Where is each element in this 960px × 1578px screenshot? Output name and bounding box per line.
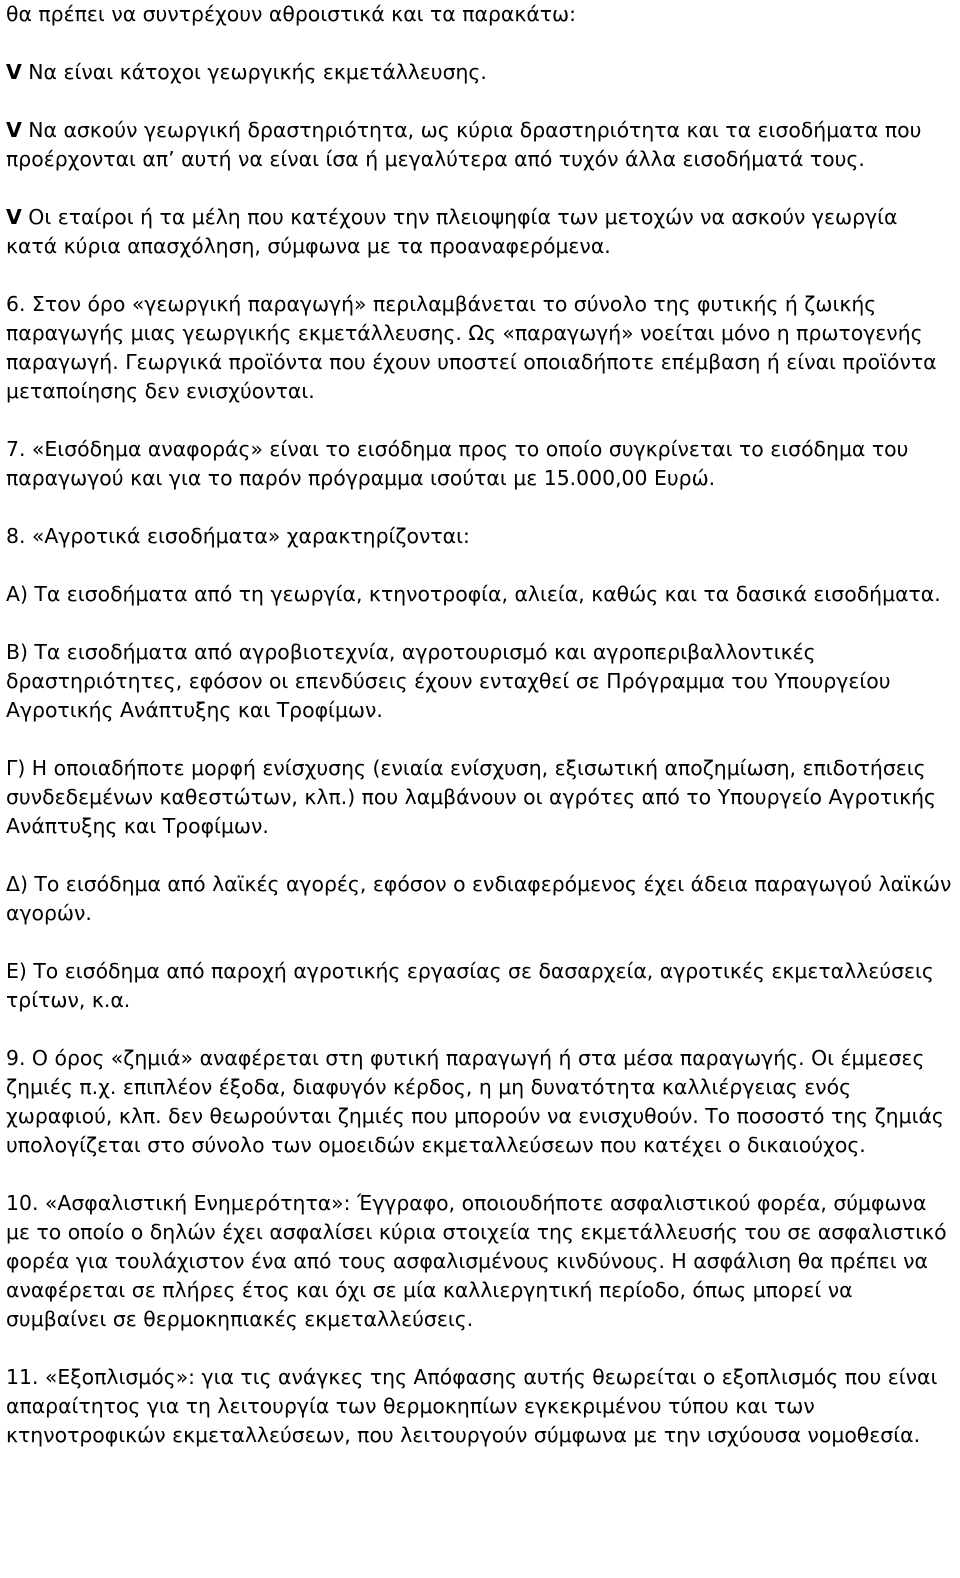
- check-mark-2: V: [6, 118, 22, 142]
- paragraph-item-9: 9. Ο όρος «ζημιά» αναφέρεται στη φυτική παραγωγή ή στα μέσα παραγωγής. Οι έμμεσες ζημιές π.χ. επιπλέον έξοδα, διαφυγόν κέρδος, η μη δυνατότητα καλλιέργειας ενός χωραφιού, κλπ. δεν θεωρούνται ζημιές που μπορούν να ενισχυθούν. Το ποσοστό της ζημιάς υπολογίζεται στο σύνολο των ομοειδών εκμεταλλεύσεων που κατέχει ο δικαιούχος.: [6, 1046, 944, 1157]
- check-mark-1: V: [6, 60, 22, 84]
- check-item-2: [6, 116, 954, 174]
- check-item-3: [6, 203, 954, 261]
- subitem-a: Α) Τα εισοδήματα από τη γεωργία, κτηνοτροφία, αλιεία, καθώς και τα δασικά εισοδήματα.: [6, 582, 941, 606]
- subitem-d: Δ) Το εισόδημα από λαϊκές αγορές, εφόσον ο ενδιαφερόμενος έχει άδεια παραγωγού λαϊκών αγορών.: [6, 872, 952, 925]
- paragraph-item-10: 10. «Ασφαλιστική Ενημερότητα»: Έγγραφο, οποιουδήποτε ασφαλιστικού φορέα, σύμφωνα με το οποίο ο δηλών έχει ασφαλίσει κύρια στοιχεία της εκμετάλλευσής του σε ασφαλιστικό φορέα για τουλάχιστον ένα από τους ασφαλισμένους κινδύνους. Η ασφάλιση θα πρέπει να αναφέρεται σε πλήρες έτος και όχι σε μία καλλιεργητική περίοδο, όπως μπορεί να συμβαίνει σε θερμοκηπιακές εκμεταλλεύσεις.: [6, 1191, 947, 1331]
- check-item-3-text: Οι εταίροι ή τα μέλη που κατέχουν την πλειοψηφία των μετοχών να ασκούν γεωργία κατά κύρια απασχόληση, σύμφωνα με τα προαναφερόμενα.: [6, 205, 898, 258]
- subitem-b: Β) Τα εισοδήματα από αγροβιοτεχνία, αγροτουρισμό και αγροπεριβαλλοντικές δραστηριότητες, εφόσον οι επενδύσεις έχουν ενταχθεί σε Πρόγραμμα του Υπουργείου Αγροτικής Ανάπτυξης και Τροφίμων.: [6, 640, 891, 722]
- paragraph-item-6: 6. Στον όρο «γεωργική παραγωγή» περιλαμβάνεται το σύνολο της φυτικής ή ζωικής παραγωγής μιας γεωργικής εκμετάλλευσης. Ως «παραγωγή» νοείται μόνο η πρωτογενής παραγωγή. Γεωργικά προϊόντα που έχουν υποστεί οποιαδήποτε επέμβαση ή είναι προϊόντα μεταποίησης δεν ενισχύονται.: [6, 292, 937, 403]
- paragraph-item-7: 7. «Εισόδημα αναφοράς» είναι το εισόδημα προς το οποίο συγκρίνεται το εισόδημα του παραγωγού και για το παρόν πρόγραμμα ισούται με 15.000,00 Ευρώ.: [6, 437, 909, 490]
- subitem-e: Ε) Το εισόδημα από παροχή αγροτικής εργασίας σε δασαρχεία, αγροτικές εκμεταλλεύσεις τρίτων, κ.α.: [6, 959, 934, 1012]
- check-item-1: [6, 58, 954, 87]
- intro-paragraph: θα πρέπει να συντρέχουν αθροιστικά και τα παρακάτω:: [6, 2, 577, 26]
- check-mark-3: V: [6, 205, 22, 229]
- check-item-2-text: Να ασκούν γεωργική δραστηριότητα, ως κύρια δραστηριότητα και τα εισοδήματα που προέρχονται απ’ αυτή να είναι ίσα ή μεγαλύτερα από τυχόν άλλα εισοδήματά τους.: [6, 118, 922, 171]
- paragraph-item-8: 8. «Αγροτικά εισοδήματα» χαρακτηρίζονται:: [6, 524, 470, 548]
- subitem-c: Γ) Η οποιαδήποτε μορφή ενίσχυσης (ενιαία ενίσχυση, εξισωτική αποζημίωση, επιδοτήσεις συνδεδεμένων καθεστώτων, κλπ.) που λαμβάνουν οι αγρότες από το Υπουργείο Αγροτικής Ανάπτυξης και Τροφίμων.: [6, 756, 937, 838]
- check-item-1-text: Να είναι κάτοχοι γεωργικής εκμετάλλευσης.: [28, 60, 487, 84]
- paragraph-item-11: 11. «Εξοπλισμός»: για τις ανάγκες της Απόφασης αυτής θεωρείται ο εξοπλισμός που είναι απαραίτητος για τη λειτουργία των θερμοκηπίων εγκεκριμένου τύπου και των κτηνοτροφικών εκμεταλλεύσεων, που λειτουργούν σύμφωνα με την ισχύουσα νομοθεσία.: [6, 1365, 938, 1447]
